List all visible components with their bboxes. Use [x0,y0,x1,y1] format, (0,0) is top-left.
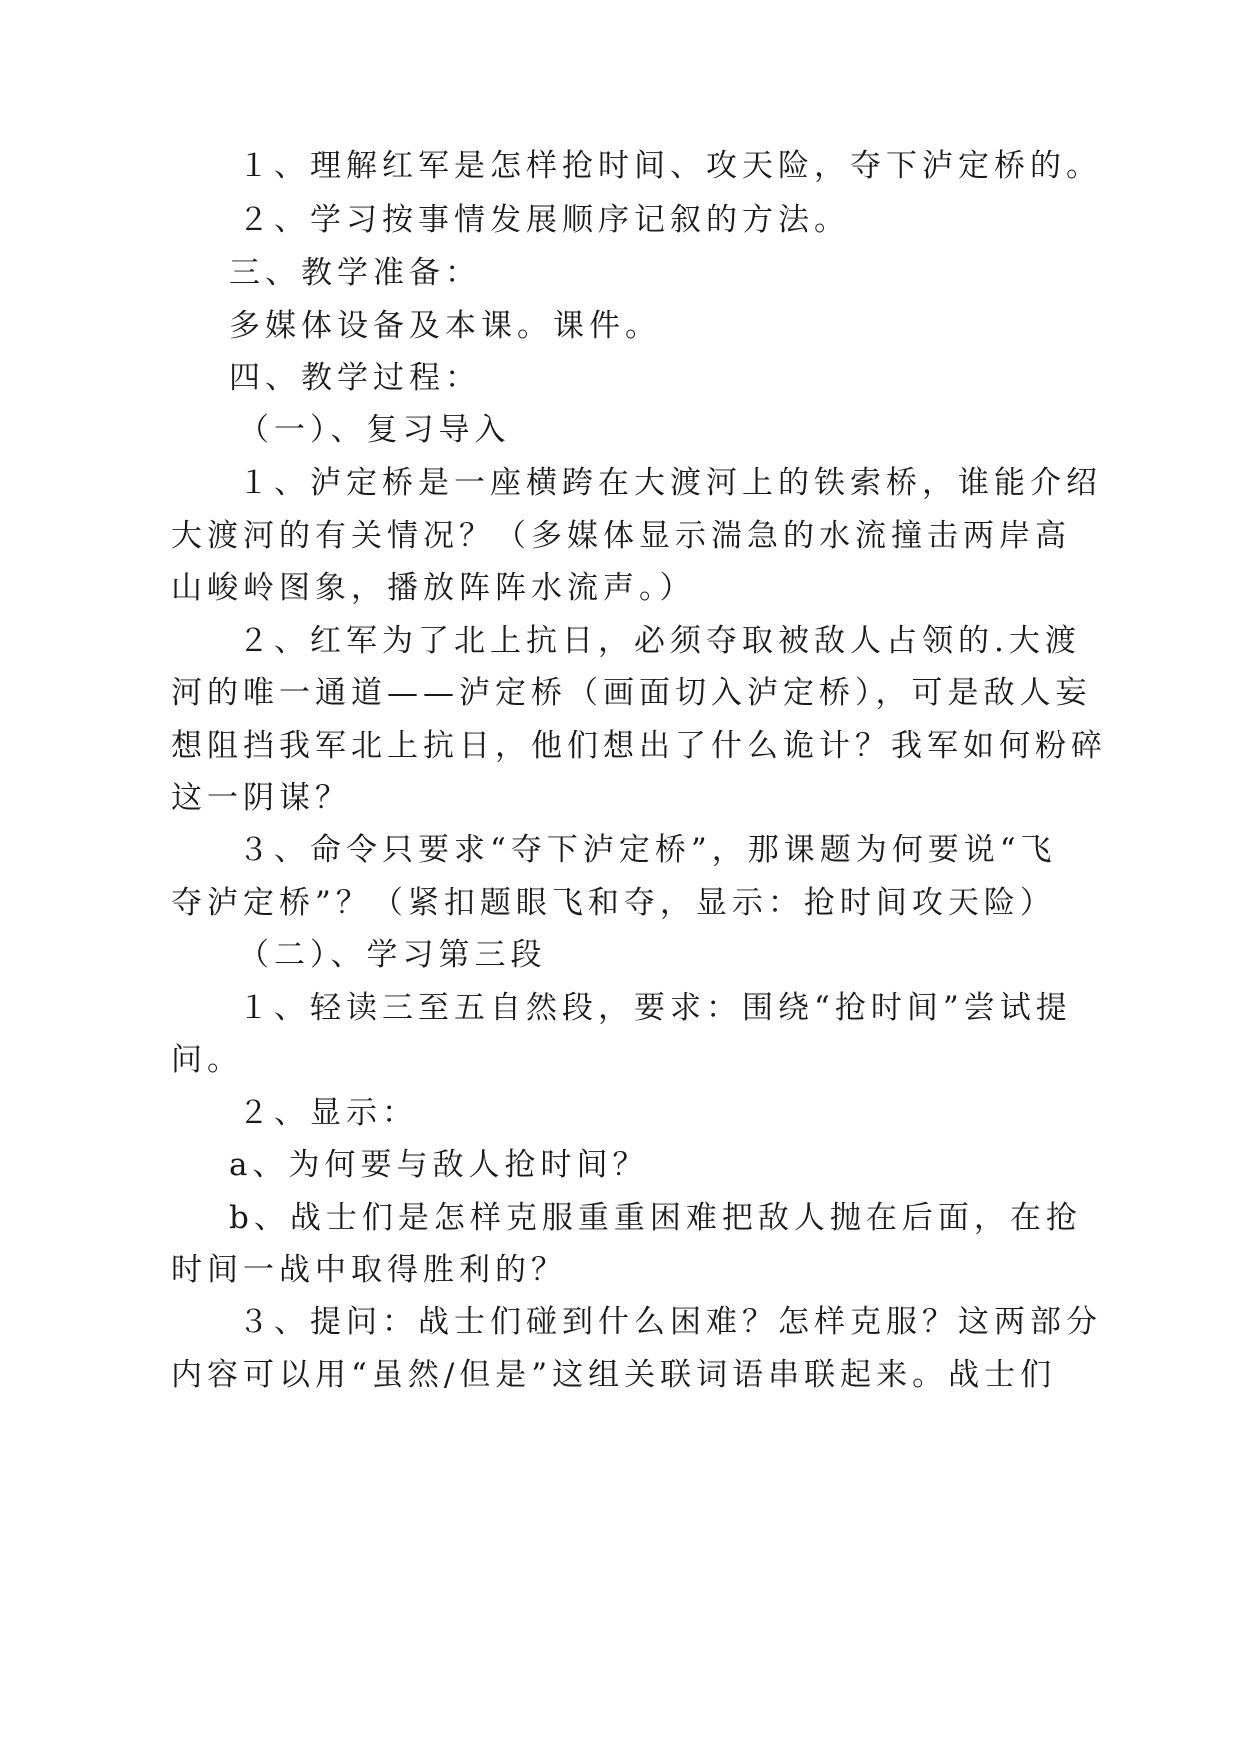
text-line: 想阻挡我军北上抗日，他们想出了什么诡计？我军如何粉碎 [171,728,1107,764]
text-line: 河的唯一通道——泸定桥（画面切入泸定桥），可是敌人妄 [171,675,1092,711]
text-line: b、战士们是怎样克服重重困难把敌人抛在后面，在抢 [229,1200,1082,1236]
text-line: 问。 [171,1042,243,1078]
text-line: １、理解红军是怎样抢时间、攻天险，夺下泸定桥的。 [238,148,1102,184]
text-line: １、轻读三至五自然段，要求：围绕“抢时间”尝试提 [238,990,1072,1026]
section-heading: 三、教学准备： [229,255,481,291]
text-line: ２、红军为了北上抗日，必须夺取被敌人占领的.大渡 [238,623,1081,659]
text-line: ２、学习按事情发展顺序记叙的方法。 [238,202,850,238]
subsection-heading: （二）、学习第三段 [238,937,547,973]
text-line: １、泸定桥是一座横跨在大渡河上的铁索桥，谁能介绍 [238,465,1102,501]
text-line: 内容可以用“虽然/但是”这组关联词语串联起来。战士们 [171,1357,1057,1393]
text-line: ２、显示： [238,1095,418,1131]
text-line: 夺泸定桥”？（紧扣题眼飞和夺，显示：抢时间攻天险） [171,885,1056,921]
subsection-heading: （一）、复习导入 [238,412,511,448]
text-line: a、为何要与敌人抢时间？ [229,1147,649,1183]
text-line: 时间一战中取得胜利的？ [171,1252,567,1288]
section-heading: 四、教学过程： [229,360,481,396]
text-line: 大渡河的有关情况？（多媒体显示湍急的水流撞击两岸高 [171,518,1071,554]
text-line: 多媒体设备及本课。课件。 [229,308,661,344]
text-line: 山峻岭图象，播放阵阵水流声。） [171,570,696,606]
text-line: ３、提问：战士们碰到什么困难？怎样克服？这两部分 [238,1304,1102,1340]
text-line: ３、命令只要求“夺下泸定桥”，那课题为何要说“飞 [238,832,1057,868]
text-line: 这一阴谋？ [171,780,351,816]
